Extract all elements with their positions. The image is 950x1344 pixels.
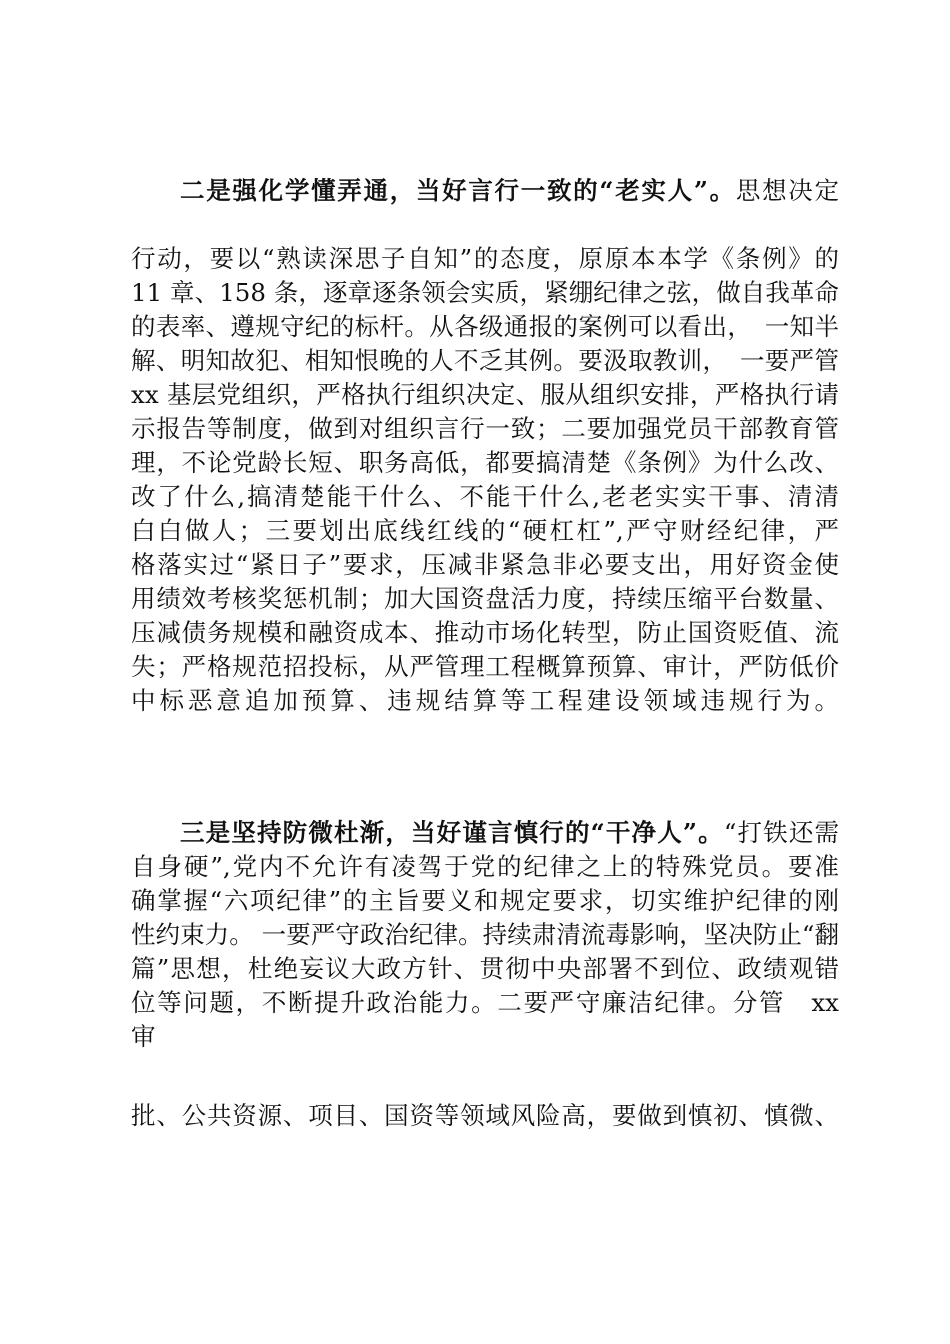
paragraph-2-line-5: 篇”思想，杜绝妄议大政方针、贯彻中央部署不到位、政绩观错 <box>131 954 839 983</box>
paragraph-2-line-6: 位等问题，不断提升政治能力。二要严守廉洁纪律。分管 xx <box>131 988 839 1017</box>
paragraph-2-line-4: 性约束力。 一要严守政治纪律。持续肃清流毒影响，坚决防止“翻 <box>131 920 839 949</box>
paragraph-2-heading: 三是坚持防微杜渐，当好谨言慎行的“干净人”。 <box>180 818 724 847</box>
paragraph-1-line-14: 失；严格规范招投标，从严管理工程概算预算、审计，严防低价 <box>131 652 839 681</box>
paragraph-1-line-9: 改了什么,搞清楚能干什么、不能干什么,老老实实干事、清清 <box>131 482 839 511</box>
paragraph-1-line-6: xx 基层党组织，严格执行组织决定、服从组织安排，严格执行请 <box>131 380 839 409</box>
paragraph-1-line-11: 格落实过“紧日子”要求，压减非紧急非必要支出，用好资金使 <box>131 550 839 579</box>
paragraph-1-line-3: 11 章、158 条，逐章逐条领会实质，紧绷纪律之弦，做自我革命 <box>131 278 839 307</box>
paragraph-2-line-2: 自身硬”,党内不允许有凌驾于党的纪律之上的特殊党员。要准 <box>131 852 839 881</box>
paragraph-1-line-1 <box>180 175 839 207</box>
paragraph-1-line-13: 压减债务规模和融资成本、推动市场化转型，防止国资贬值、流 <box>131 618 839 647</box>
paragraph-1-line-5: 解、明知故犯、相知恨晚的人不乏其例。要汲取教训， 一要严管 <box>131 346 839 375</box>
paragraph-1-line-10: 白白做人；三要划出底线红线的“硬杠杠”,严守财经纪律，严 <box>131 516 839 545</box>
paragraph-1-line-4: 的表率、遵规守纪的标杆。从各级通报的案例可以看出， 一知半 <box>131 312 839 341</box>
paragraph-2-line-1 <box>180 817 839 849</box>
paragraph-1-line-12: 用绩效考核奖惩机制；加大国资盘活力度，持续压缩平台数量、 <box>131 584 839 613</box>
paragraph-1-line-2: 行动，要以“熟读深思子自知”的态度，原原本本学《条例》的 <box>131 244 839 273</box>
paragraph-2-line-3: 确掌握“六项纪律”的主旨要义和规定要求，切实维护纪律的刚 <box>131 886 839 915</box>
paragraph-2-line-8: 批、公共资源、项目、国资等领域风险高，要做到慎初、慎微、 <box>131 1101 839 1130</box>
paragraph-2-text: “打铁还需 <box>723 818 839 847</box>
paragraph-1-line-8: 理，不论党龄长短、职务高低，都要搞清楚《条例》为什么改、 <box>131 448 839 477</box>
paragraph-1-line-16 <box>131 739 839 771</box>
paragraph-2-line-7: 审 <box>131 1022 156 1051</box>
paragraph-1-text: 思想决定 <box>735 176 839 205</box>
paragraph-1-heading: 二是强化学懂弄通，当好言行一致的“老实人”。 <box>180 176 736 205</box>
paragraph-1-line-15: 中标恶意追加预算、违规结算等工程建设领域违规行为。 <box>131 686 839 715</box>
paragraph-1-line-7: 示报告等制度，做到对组织言行一致；二要加强党员干部教育管 <box>131 414 839 443</box>
